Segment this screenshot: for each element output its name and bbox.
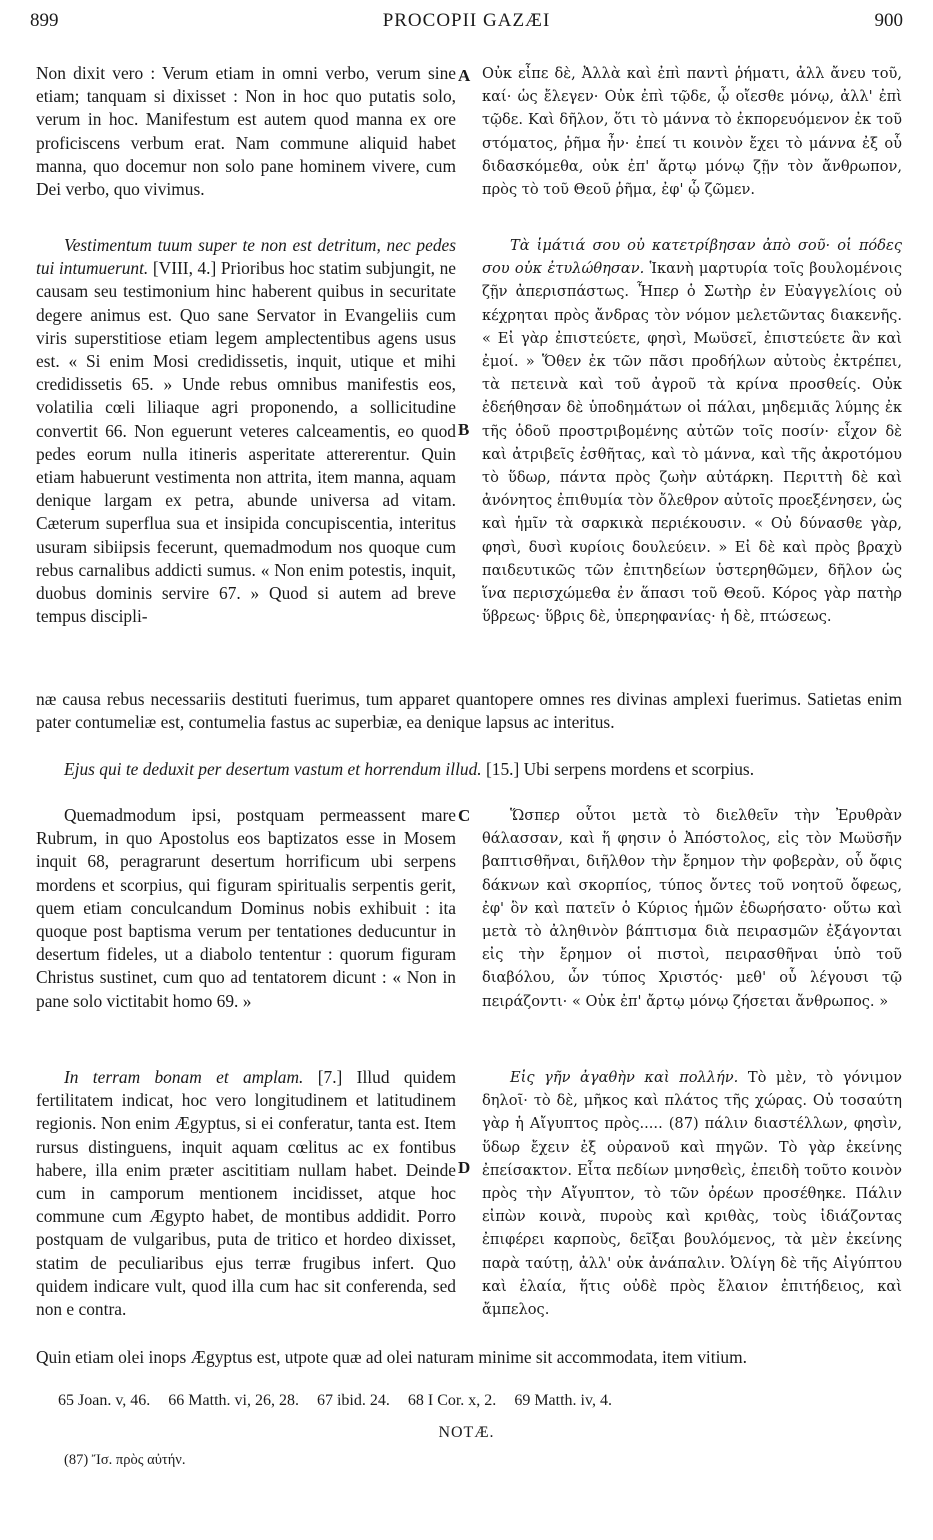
greek-text: Τὸ μὲν, τὸ γόνιμον δηλοῖ· τὸ δὲ, μῆκος καὶ πλάτος τῆς χώρας. Οὐ τοσαύτη γὰρ ἡ Αἴγυπτος πρὸς..... (87) πάλιν διαστέλλων, φησὶν, ὕδωρ ἔχειν ἐξ οὐρανοῦ καὶ πηγῶν. Τὸ γὰρ ἐκείνης ἐπείσακτον. Εἶτα πεδίων μνησθεὶς, ἐπειδὴ τοῦτο κοινὸν πρὸς τὴν Αἴγυπτον, τὸ τῶν ὀρέων προσέθηκε. Πάλιν εἰπὼν κοινὰ, πυροὺς καὶ κριθὰς, τοὺς ἰδιάζοντας ἐπιφέρει καρποὺς, δεῖξαι βουλόμενος, τὰ μὲν ἐκείνης παρὰ ταύτῃ, ἀλλ' οὐκ ἀνάπαλιν. Ὀλίγη δὲ τῆς Αἰγύπτου καὶ ἐλαία, ἥτις οὐδὲ πρὸς ἔλαιον ἐπιτήδειος, καὶ ἄμπελος. <box>482 1069 902 1319</box>
greek-paragraph-3 <box>482 804 902 1013</box>
latin-paragraph-1 <box>36 62 456 201</box>
latin-text: Non dixit vero : Verum etiam in omni verbo, verum sine etiam; tanquam si dixisset : Non in hoc quo putatis solo, verum in hoc. Manifestum est autem quod manna ex ore proficiscens verbum erat. Nam commune aliquid habet manna, quo docemur non solo pane hominem vivere, cum Dei verbo, quo vivimus. <box>36 63 456 200</box>
running-title: PROCOPII GAZÆI <box>382 10 551 31</box>
latin-text: [VIII, 4.] Prioribus hoc statim subjungit, ne causam seu testimonium hinc haberent quibus in securitate degere animus est. Quo sane Servator in Evangeliis cum viris superstitiose etiam legem amplectentibus agens usus est. « Si enim Mosi credidissetis, inquit, utique et mihi credidissetis 65. » Unde rebus omnibus manifestis eos, volatilia cœli liliaque agri proponendo, a sollicitudine convertit 66. Non eguerunt veteres calceamentis, eo quod pedes eorum nulla itineris asperitate attererentur. Quin etiam habuerunt vestimenta non attrita, item manna, aquam denique largam ex petra, abunde universa ad vitam. Cæterum superflua sua et insipida concupiscentia, interitus usuram sibiipsis fecerunt, quemadmodum nos quoque cum rebus carnalibus addicti sumus. « Non enim potestis, inquit, duobus dominis servire 67. » Quod si autem ad breve tempus discipli- <box>36 258 456 627</box>
latin-text: [15.] Ubi serpens mordens et scorpius. <box>486 759 755 779</box>
lemma-paragraph <box>36 758 902 781</box>
greek-text: Οὐκ εἶπε δὲ, Ἀλλὰ καὶ ἐπὶ παντὶ ῥήματι, ἀλλ ἄνευ τοῦ, καί· ὡς ἔλεγεν· Οὐκ ἐπὶ τῷδε, ᾧ οἴεσθε μόνῳ, ἀλλ' ἐπὶ τῷδε. Καὶ δῆλον, ὅτι τὸ μάννα τὸ ἐκπορευόμενον ἐκ τοῦ στόματος, ῥῆμα ἦν· ἐπεί τι κοινὸν ἔχει τὸ μάννα ἐξ οὗ διδασκόμεθα, οὐκ ἐπ' ἄρτῳ μόνῳ ζῇν τὸν ἄνθρωπον, πρὸς τὸ τοῦ Θεοῦ ῥῆμα, ἐφ' ᾧ ζῶμεν. <box>482 65 902 199</box>
margin-marker-d: D <box>458 1158 471 1177</box>
footnote: 65 Joan. v, 46. <box>58 1392 151 1409</box>
margin-marker-b: B <box>458 420 470 439</box>
latin-text: Quin etiam olei inops Ægyptus est, utpote quæ ad olei naturam minime sit accommodata, item vitium. <box>36 1347 747 1367</box>
latin-lemma: Ejus qui te deduxit per desertum vastum et horrendum illud. <box>64 759 482 779</box>
latin-paragraph-4 <box>36 1066 456 1321</box>
footnote: 66 Matth. vi, 26, 28. <box>168 1392 299 1409</box>
latin-continuation-2 <box>36 1346 902 1369</box>
greek-paragraph-4 <box>482 1066 902 1321</box>
greek-lemma: Εἰς γῆν ἀγαθὴν καὶ πολλήν. <box>510 1069 739 1086</box>
greek-lemma: Τὰ ἱμάτιά σου οὐ κατετρίβησαν ἀπὸ σοῦ· οἱ πόδες σου οὐκ ἐτυλώθησαν. <box>482 237 902 278</box>
latin-text: Quemadmodum ipsi, postquam permeassent mare Rubrum, in quo Apostolus eos baptizatos esse in Mosem inquit 68, peragrarunt desertum horrificum ubi serpens mordens et scorpius, qui figuram spiritualis serpentis gerit, quem etiam conculcandum Dominus nobis exhibuit : ita quoque post baptisma verum per tentationes deducuntur in desertum fideles, ut a diabolo tententur : quorum figuram Christus sustinet, cum quo ad tentatorem dicunt : « Non in pane solo victitabit homo 69. » <box>36 805 456 1011</box>
greek-text: Ὥσπερ οὗτοι μετὰ τὸ διελθεῖν τὴν Ἐρυθρὰν θάλασσαν, καὶ ἥ φησιν ὁ Ἀπόστολος, εἰς τὸν Μωϋσῆν βαπτισθῆναι, διῆλθον τὴν ἔρημον τὴν φοβερὰν, οὗ ὄφις δάκνων καὶ σκορπίος, τύπος ὄντες τοῦ νοητοῦ ὄφεως, ἐφ' ὃν καὶ πατεῖν ὁ Κύριος ἡμῶν ἐδωρήσατο· οὕτω καὶ μετὰ τὸ ἀληθινὸν βάπτισμα διὰ πειρασμῶν ἐξάγονται εἰς τὴν ἔρημον οἱ πιστοὶ, πειρασθῆναι ὑπὸ τοῦ διαβόλου, ὧν τύπος Χριστός· μεθ' οὗ λέγουσι τῷ πειράζοντι· « Οὐκ ἐπ' ἄρτῳ μόνῳ ζήσεται ἄνθρωπος. » <box>482 807 902 1010</box>
footnotes <box>58 1392 898 1410</box>
latin-text: næ causa rebus necessariis destituti fuerimus, tum apparet quantopere omnes res divinas amplexi fuerimus. Satietas enim pater contumeliæ est, contumelia fastus ac superbiæ, ea denique lapsus ac interitus. <box>36 689 902 733</box>
notae-heading: NOTÆ. <box>438 1424 495 1441</box>
latin-text: [7.] Illud quidem fertilitatem indicat, hoc vero longitudinem et latitudinem regionis. Non enim Ægyptus, si ei conferatur, tanta est. Item rursus distinguens, inquit aquam cœlitus ac ex fontibus habere, illa enim præter ascititiam nullam habet. Deinde cum in camporum mentionem incidisset, atque hoc commune cum Ægypto habet, de montibus addidit. Porro postquam de vulgaribus, puta de tritico et hordeo dixisset, statim de peculiaribus ejus terræ frugibus infert. Quo quidem indicare vult, quod illa cum hac sit conferenda, sed non e contra. <box>36 1067 456 1320</box>
page-number-left: 899 <box>30 10 59 31</box>
greek-paragraph-2 <box>482 234 902 628</box>
margin-marker-a: A <box>458 66 471 85</box>
footnote: 68 I Cor. x, 2. <box>407 1392 497 1409</box>
latin-lemma: In terram bonam et amplam. <box>64 1067 304 1087</box>
note-87: (87) Ἴσ. πρὸς αὐτήν. <box>64 1452 186 1468</box>
footnote: 69 Matth. iv, 4. <box>514 1392 612 1409</box>
latin-continuation-1 <box>36 688 902 734</box>
page-number-right: 900 <box>874 10 903 31</box>
latin-lemma: Vestimentum tuum super te non est detritum, nec pedes tui intumuerunt. <box>36 235 456 279</box>
latin-paragraph-2 <box>36 234 456 628</box>
page-header <box>30 10 903 40</box>
latin-paragraph-3 <box>36 804 456 1013</box>
greek-text: Ἱκανὴ μαρτυρία τοῖς βουλομένοις ζῇν ἀπερισπάστως. Ἧπερ ὁ Σωτὴρ ἐν Εὐαγγελίοις οὐ κέχρηται πρὸς ἄνδρας τὸν νόμον μελετῶντας διακενῆς. « Εἰ γὰρ ἐπιστεύετε, φησὶ, Μωϋσεῖ, ἐπιστεύετε ἂν καὶ ἐμοί. » Ὅθεν ἐκ τῶν πᾶσι προδήλων αὐτοὺς ἐκτρέπει, τὰ πετεινὰ καὶ τοῦ ἀγροῦ τὰ κρίνα προσθείς. Οὐκ ἐδεήθησαν δὲ ὑποδημάτων οἱ πάλαι, μηδεμιᾶς λύμης ἐκ τῆς ὁδοῦ προστριβομένης αὐτῶν τοῖς ποσίν· εἶχον δὲ καὶ ἀτριβεῖς ἐσθῆτας, καὶ τὸ μάννα, καὶ τῆς ἀκροτόμου τὸ ὕδωρ, πάντα πρὸς ζωὴν αὐτάρκη. Περιττὴ δὲ καὶ ἀνόνητος ἐπιθυμία τὸν ὄλεθρον αὐτοῖς προεξένησεν, ὡς καὶ ἡμῖν τὰ σαρκικὰ περιέκουσιν. « Οὐ δύνασθε γὰρ, φησὶ, δυσὶ κυρίοις δουλεύειν. » Εἰ δὲ καὶ πρὸς βραχὺ παιδευτικῶς τῶν ἐπιτηδείων ὑστερηθῶμεν, δῆλον ὡς ἵνα περισχώμεθα ἐν ἅπασι τοῦ Θεοῦ. Κόρος γὰρ πατὴρ ὕβρεως· ὕβρις δὲ, ὑπερηφανίας· ἡ δὲ, πτώσεως. <box>482 260 902 626</box>
greek-paragraph-1 <box>482 62 902 201</box>
margin-marker-c: C <box>458 806 471 825</box>
footnote: 67 ibid. 24. <box>316 1392 390 1409</box>
